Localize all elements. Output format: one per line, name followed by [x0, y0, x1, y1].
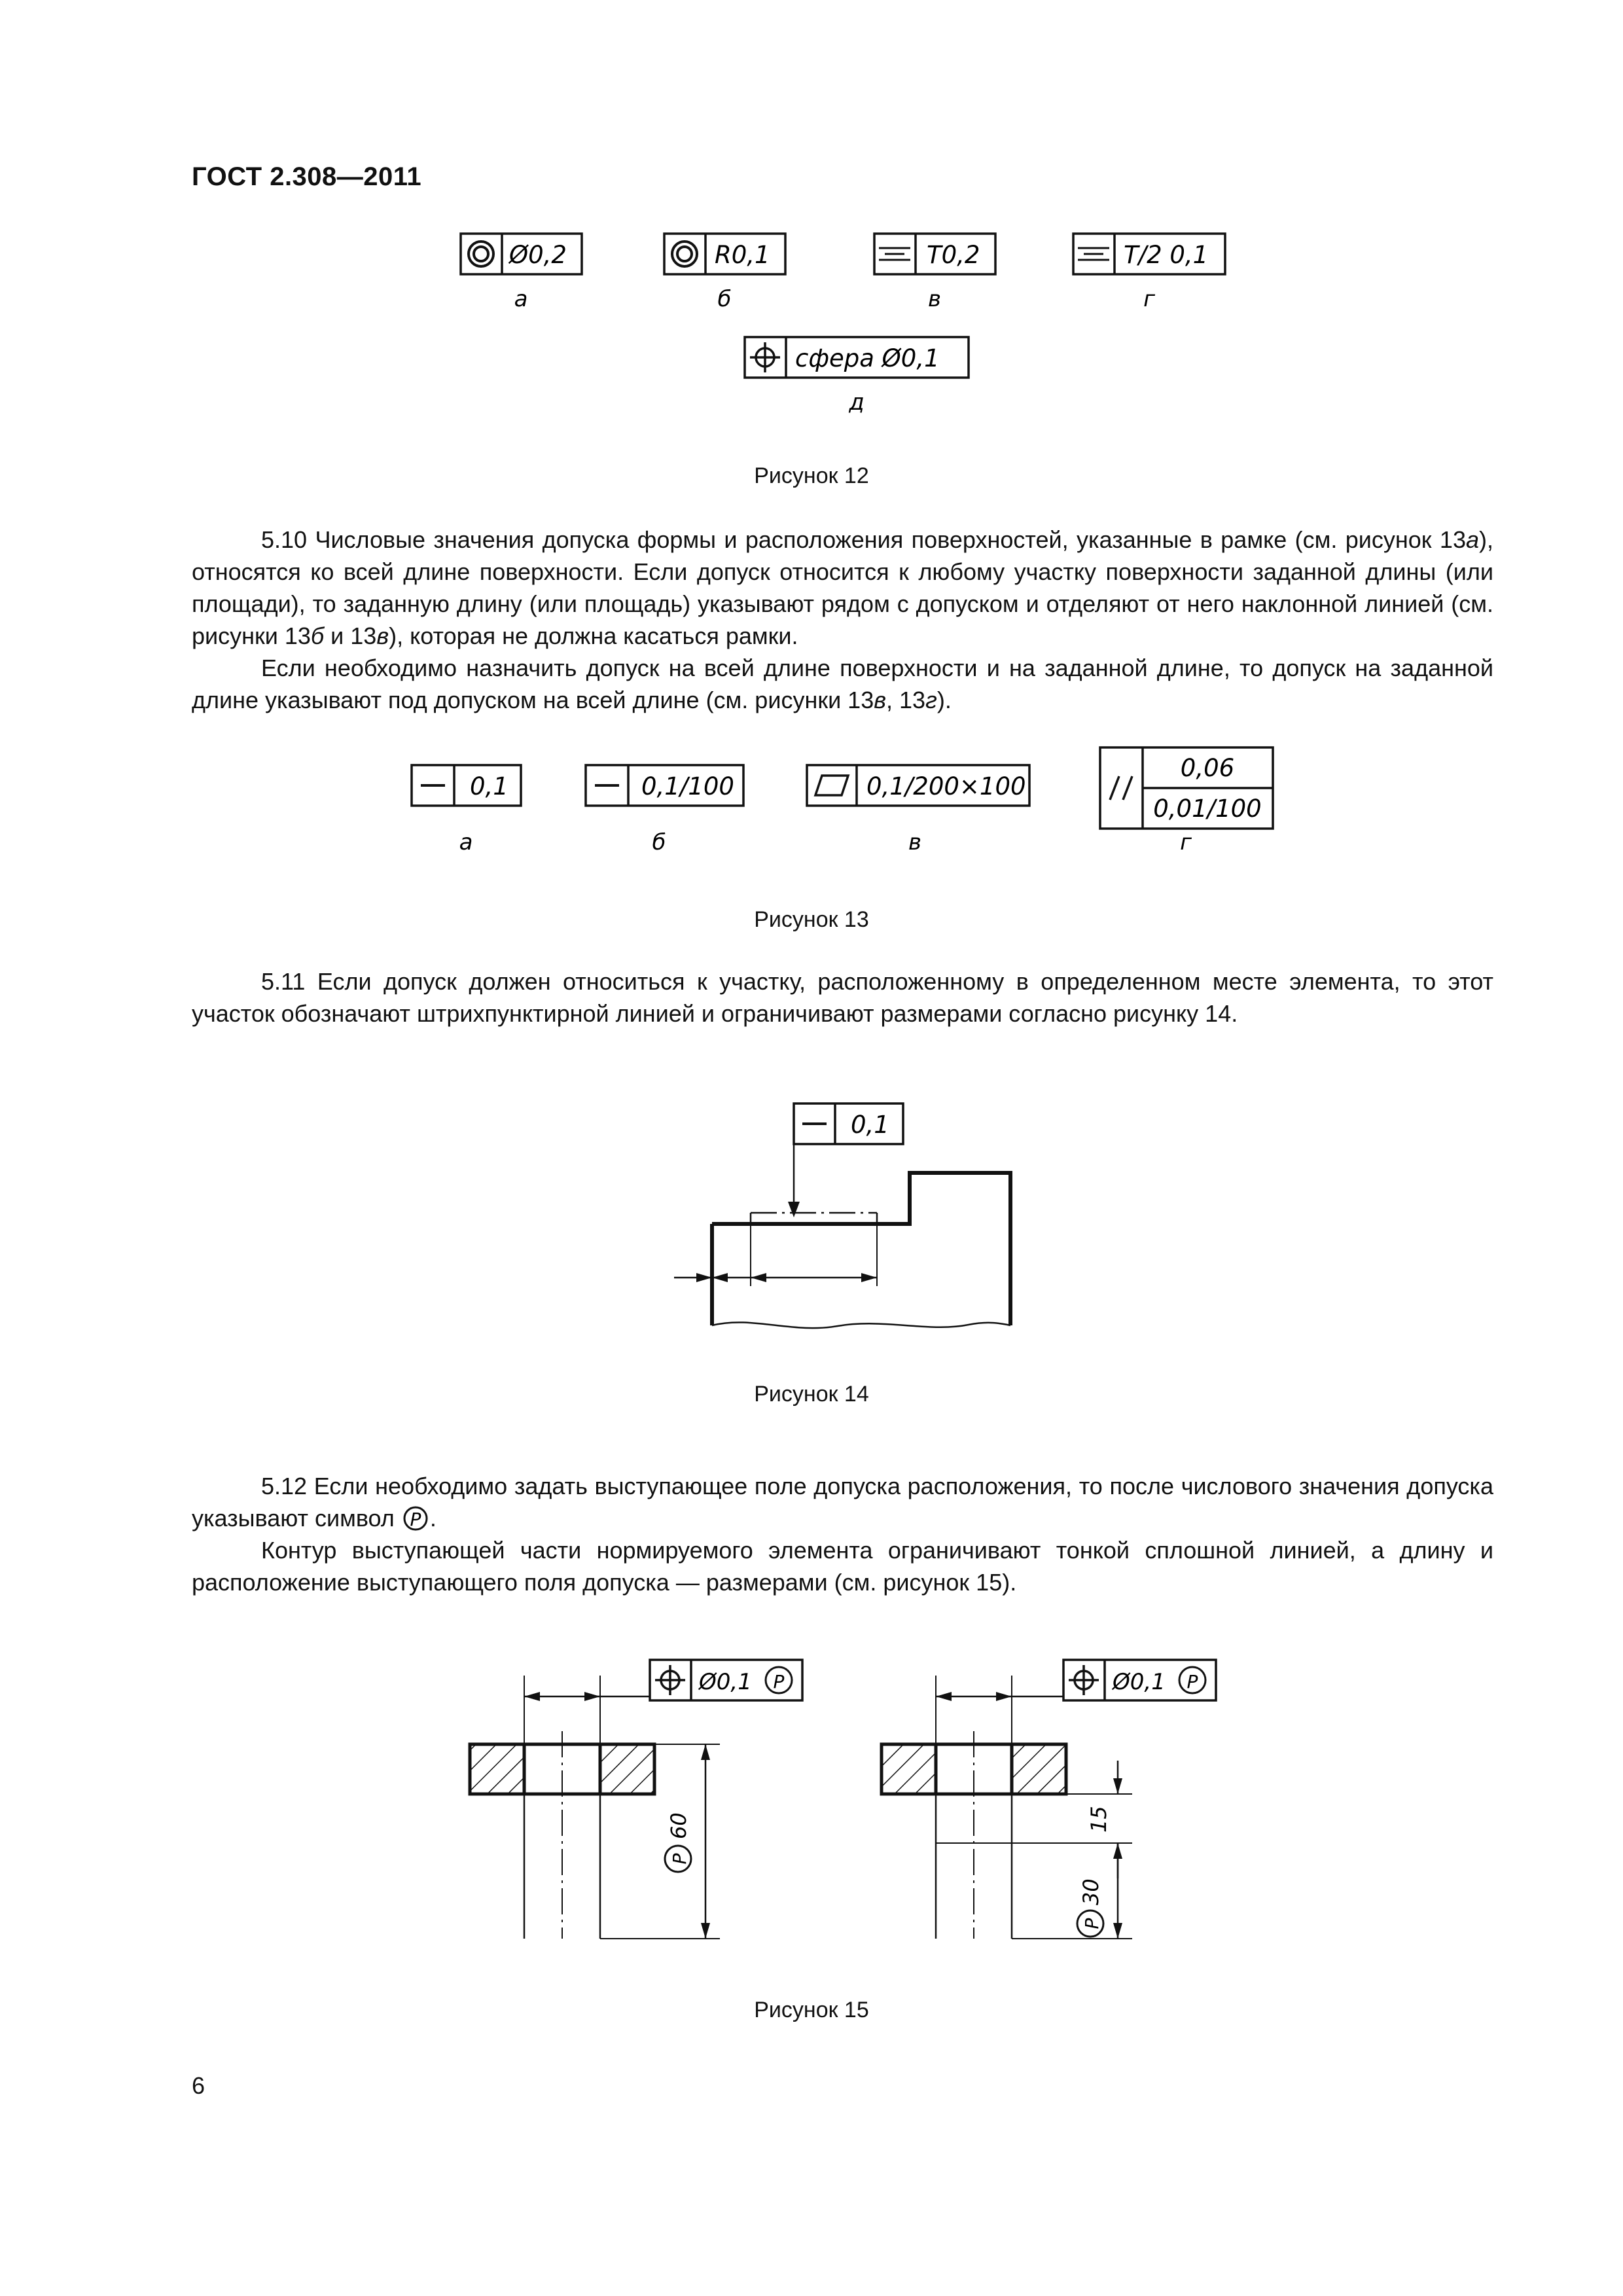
frame-13d-value-bottom: 0,01/100 — [1153, 795, 1262, 823]
label-12b: б — [717, 286, 732, 312]
dimension-15-value: 15 — [1086, 1806, 1111, 1833]
document-header: ГОСТ 2.308—2011 — [192, 162, 422, 191]
figure-12-caption: Рисунок 12 — [754, 463, 869, 488]
label-12e: д — [849, 389, 865, 416]
svg-text:P: P — [669, 1853, 690, 1865]
figure-13-caption: Рисунок 13 — [754, 907, 869, 932]
frame-12c-value: T0,2 — [927, 241, 980, 269]
frame-13b-value: 0,1/100 — [641, 772, 734, 800]
svg-text:P: P — [773, 1671, 785, 1693]
hatched-section — [882, 1744, 936, 1794]
label-13a: а — [459, 829, 473, 855]
frame-12d-value: T/2 0,1 — [1124, 241, 1209, 269]
frame-12e-value: сфера Ø0,1 — [795, 344, 940, 372]
dimension-30-value: 30 — [1079, 1878, 1103, 1905]
frame-12b-value: R0,1 — [715, 241, 770, 269]
frame-15-right-value: Ø0,1 — [1113, 1669, 1166, 1695]
position-icon — [1069, 1665, 1099, 1695]
figure-15-right — [882, 1660, 1216, 1939]
position-icon — [655, 1665, 685, 1695]
figure-14-caption: Рисунок 14 — [754, 1382, 869, 1407]
paragraph-5-10-b: Если необходимо назначить допуск на всей длине поверхности и на заданной длине, то допуск на заданной длине указывают под допуском на всей длине (см. рисунки 13в, 13г). — [192, 655, 1493, 713]
hatched-section — [1012, 1744, 1066, 1794]
frame-14-value: 0,1 — [851, 1111, 889, 1139]
page-number: 6 — [192, 2072, 205, 2099]
frame-13a-value: 0,1 — [470, 772, 508, 800]
paragraph-5-12-a: 5.12 Если необходимо задать выступающее поле допуска расположения, то после числового значения допуска указывают символ P . — [192, 1473, 1493, 1532]
label-13c: в — [908, 829, 922, 855]
svg-text:P: P — [410, 1509, 421, 1530]
label-12c: в — [927, 286, 942, 312]
frame-12a-value: Ø0,2 — [509, 241, 567, 269]
frame-13c-value: 0,1/200×100 — [866, 772, 1026, 800]
frame-13d-value-top: 0,06 — [1180, 754, 1235, 782]
hatched-section — [600, 1744, 654, 1794]
paragraph-5-10-a: 5.10 Числовые значения допуска формы и расположения поверхностей, указанные в рамке (см. рисунок 13а), относятся ко всей длине поверхности. Если допуск относится к любому участку поверхности заданной длины (или площади), то заданную длину (или площадь) указывают рядом с допуском и отделяют от него наклонной линией (см. рисунки 13б и 13в), которая не должна касаться рамки. — [192, 526, 1493, 649]
paragraph-5-12-b: Контур выступающей части нормируемого элемента ограничивают тонкой сплошной линией, а длину и расположение выступающего поля допуска — размерами (см. рисунок 15). — [192, 1537, 1493, 1596]
svg-text:P: P — [1081, 1918, 1103, 1929]
figure-15-caption: Рисунок 15 — [754, 1998, 869, 2022]
figure-15-left — [470, 1660, 802, 1939]
label-12a: а — [514, 286, 528, 312]
label-12d: г — [1143, 286, 1155, 312]
paragraph-5-11: 5.11 Если допуск должен относиться к участку, расположенному в определенном месте элемента, то этот участок обозначают штрихпунктирной линией и ограничивают размерами согласно рисунку 14. — [192, 968, 1493, 1027]
label-13d: г — [1180, 829, 1192, 855]
frame-15-left-value: Ø0,1 — [699, 1669, 752, 1695]
frame-15-right — [1063, 1660, 1216, 1700]
label-13b: б — [652, 829, 666, 855]
svg-text:P: P — [1186, 1671, 1198, 1693]
hatched-section — [470, 1744, 524, 1794]
frame-15-left — [650, 1660, 802, 1700]
dimension-60-value: 60 — [666, 1812, 691, 1839]
